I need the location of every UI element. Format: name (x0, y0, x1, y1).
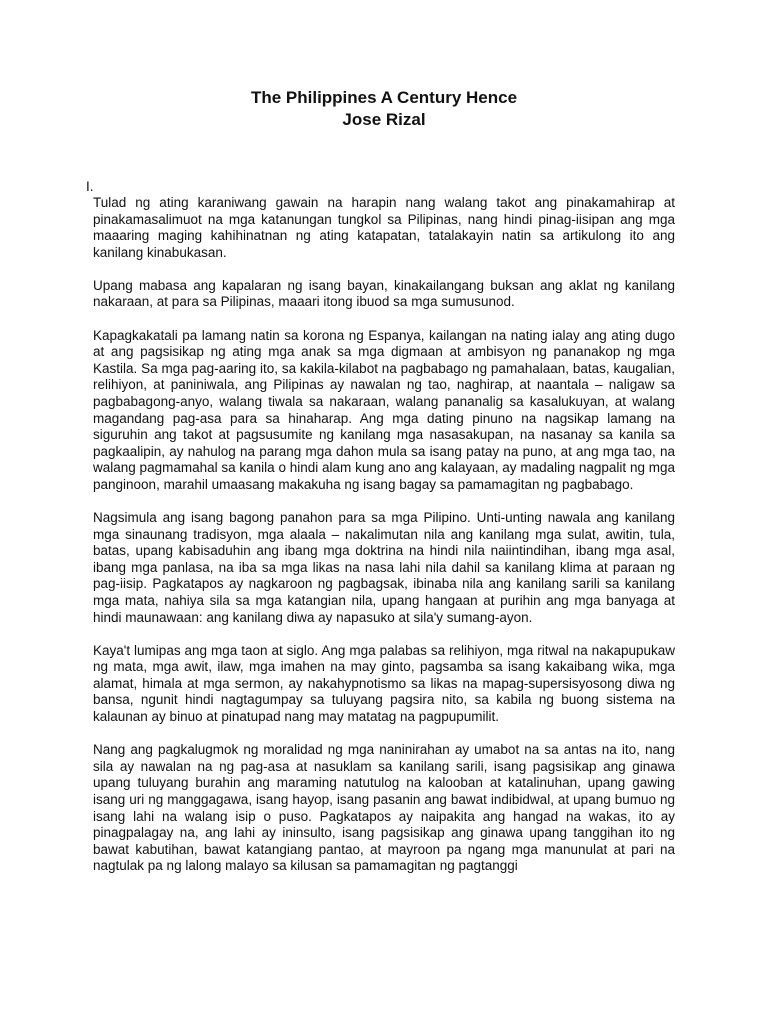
paragraph-4: Nagsimula ang isang bagong panahon para sa mga Pilipino. Unti-unting nawala ang kanilang mga sinaunang tradisyon, mga alaala – nakalimutan nila ang kanilang mga sulat, awitin, tula, batas, upang kabisaduhin ang ibang mga doktrina na hindi nila naiintindihan, ibang mga asal, ibang mga panlasa, na iba sa mga likas na nasa lahi nila dahil sa kanilang klima at paraan ng pag-iisip. Pagkatapos ay nagkaroon ng pagbagsak, ibinaba nila ang kanilang sarili sa kanilang mga mata, nahiya sila sa mga katangian nila, upang hangaan at purihin ang mga banyaga at hindi maunawaan: ang kanilang diwa ay napasuko at sila'y sumang-ayon. (93, 510, 675, 625)
paragraph-3: Kapagkakatali pa lamang natin sa korona ng Espanya, kailangan na nating ialay ang ating dugo at ang pagsisikap ng ating mga anak sa mga digmaan at ambisyon ng pananakop ng mga Kastila. Sa mga pag-aaring ito, sa kakila-kilabot na pagbabago ng pamahalaan, batas, kaugalian, relihiyon, at paniniwala, ang Pilipinas ay nawalan ng tao, naghirap, at naantala – naligaw sa pagbabagong-anyo, walang tiwala sa nakaraan, walang pananalig sa kasalukuyan, at walang magandang pag-asa para sa hinaharap. Ang mga dating pinuno na nagsikap lamang na siguruhin ang takot at pagsusumite ng kanilang mga nasasakupan, na nasanay sa kanila sa pagkaalipin, ay nahulog na parang mga dahon mula sa isang patay na puno, at ang mga tao, na walang pagmamahal sa kanila o hindi alam kung ano ang kalayaan, ay madaling nagpalit ng mga panginoon, marahil umaasang makakuha ng isang bagay sa pamamagitan ng pagbabago. (93, 327, 675, 492)
paragraph-2: Upang mabasa ang kapalaran ng isang bayan, kinakailangang buksan ang aklat ng kanilang nakaraan, at para sa Pilipinas, maaari itong ibuod sa mga sumusunod. (93, 277, 675, 310)
paragraph-5: Kaya't lumipas ang mga taon at siglo. Ang mga palabas sa relihiyon, mga ritwal na nakapupukaw ng mata, mga awit, ilaw, mga imahen na may ginto, pagsamba sa isang kakaibang wika, mga alamat, himala at mga sermon, ay nakahypnotismo sa likas na mapag-supersisyosong diwa ng bansa, ngunit hindi nagtagumpay sa tuluyang pagsira nito, sa kabila ng buong sistema na kalaunan ay binuo at pinatupad nang may matatag na pagpupumilit. (93, 642, 675, 725)
document-author: Jose Rizal (342, 110, 426, 129)
document-title: The Philippines A Century Hence (250, 88, 518, 107)
document-body (93, 195, 675, 891)
paragraph-1: Tulad ng ating karaniwang gawain na harapin nang walang takot ang pinakamahirap at pinakamasalimuot na mga katanungan tungkol sa Pilipinas, nang hindi pinag-iisipan ang mga maaaring maging kahihinatnan ng ating katapatan, tatalakayin natin sa artikulong ito ang kanilang kinabukasan. (93, 195, 675, 260)
section-number: I. (86, 179, 94, 194)
paragraph-6: Nang ang pagkalugmok ng moralidad ng mga naninirahan ay umabot na sa antas na ito, nang sila ay nawalan na ng pag-asa at nasuklam sa kanilang sarili, isang pagsisikap ang ginawa upang tuluyang burahin ang maraming natutulog na kalooban at katalinuhan, upang gawing isang uri ng manggagawa, isang hayop, isang pasanin ang bawat indibidwal, at upang bumuo ng isang lahi na walang isip o puso. Pagkatapos ay naipakita ang hangad na wakas, ito ay pinagpalagay na, ang lahi ay ininsulto, isang pagsisikap ang ginawa upang tanggihan ito ng bawat kabutihan, bawat katangiang pantao, at mayroon pa ngang mga manunulat at pari na nagtulak pa ng lalong malayo sa kilusan sa pamamagitan ng pagtanggi (93, 742, 675, 874)
